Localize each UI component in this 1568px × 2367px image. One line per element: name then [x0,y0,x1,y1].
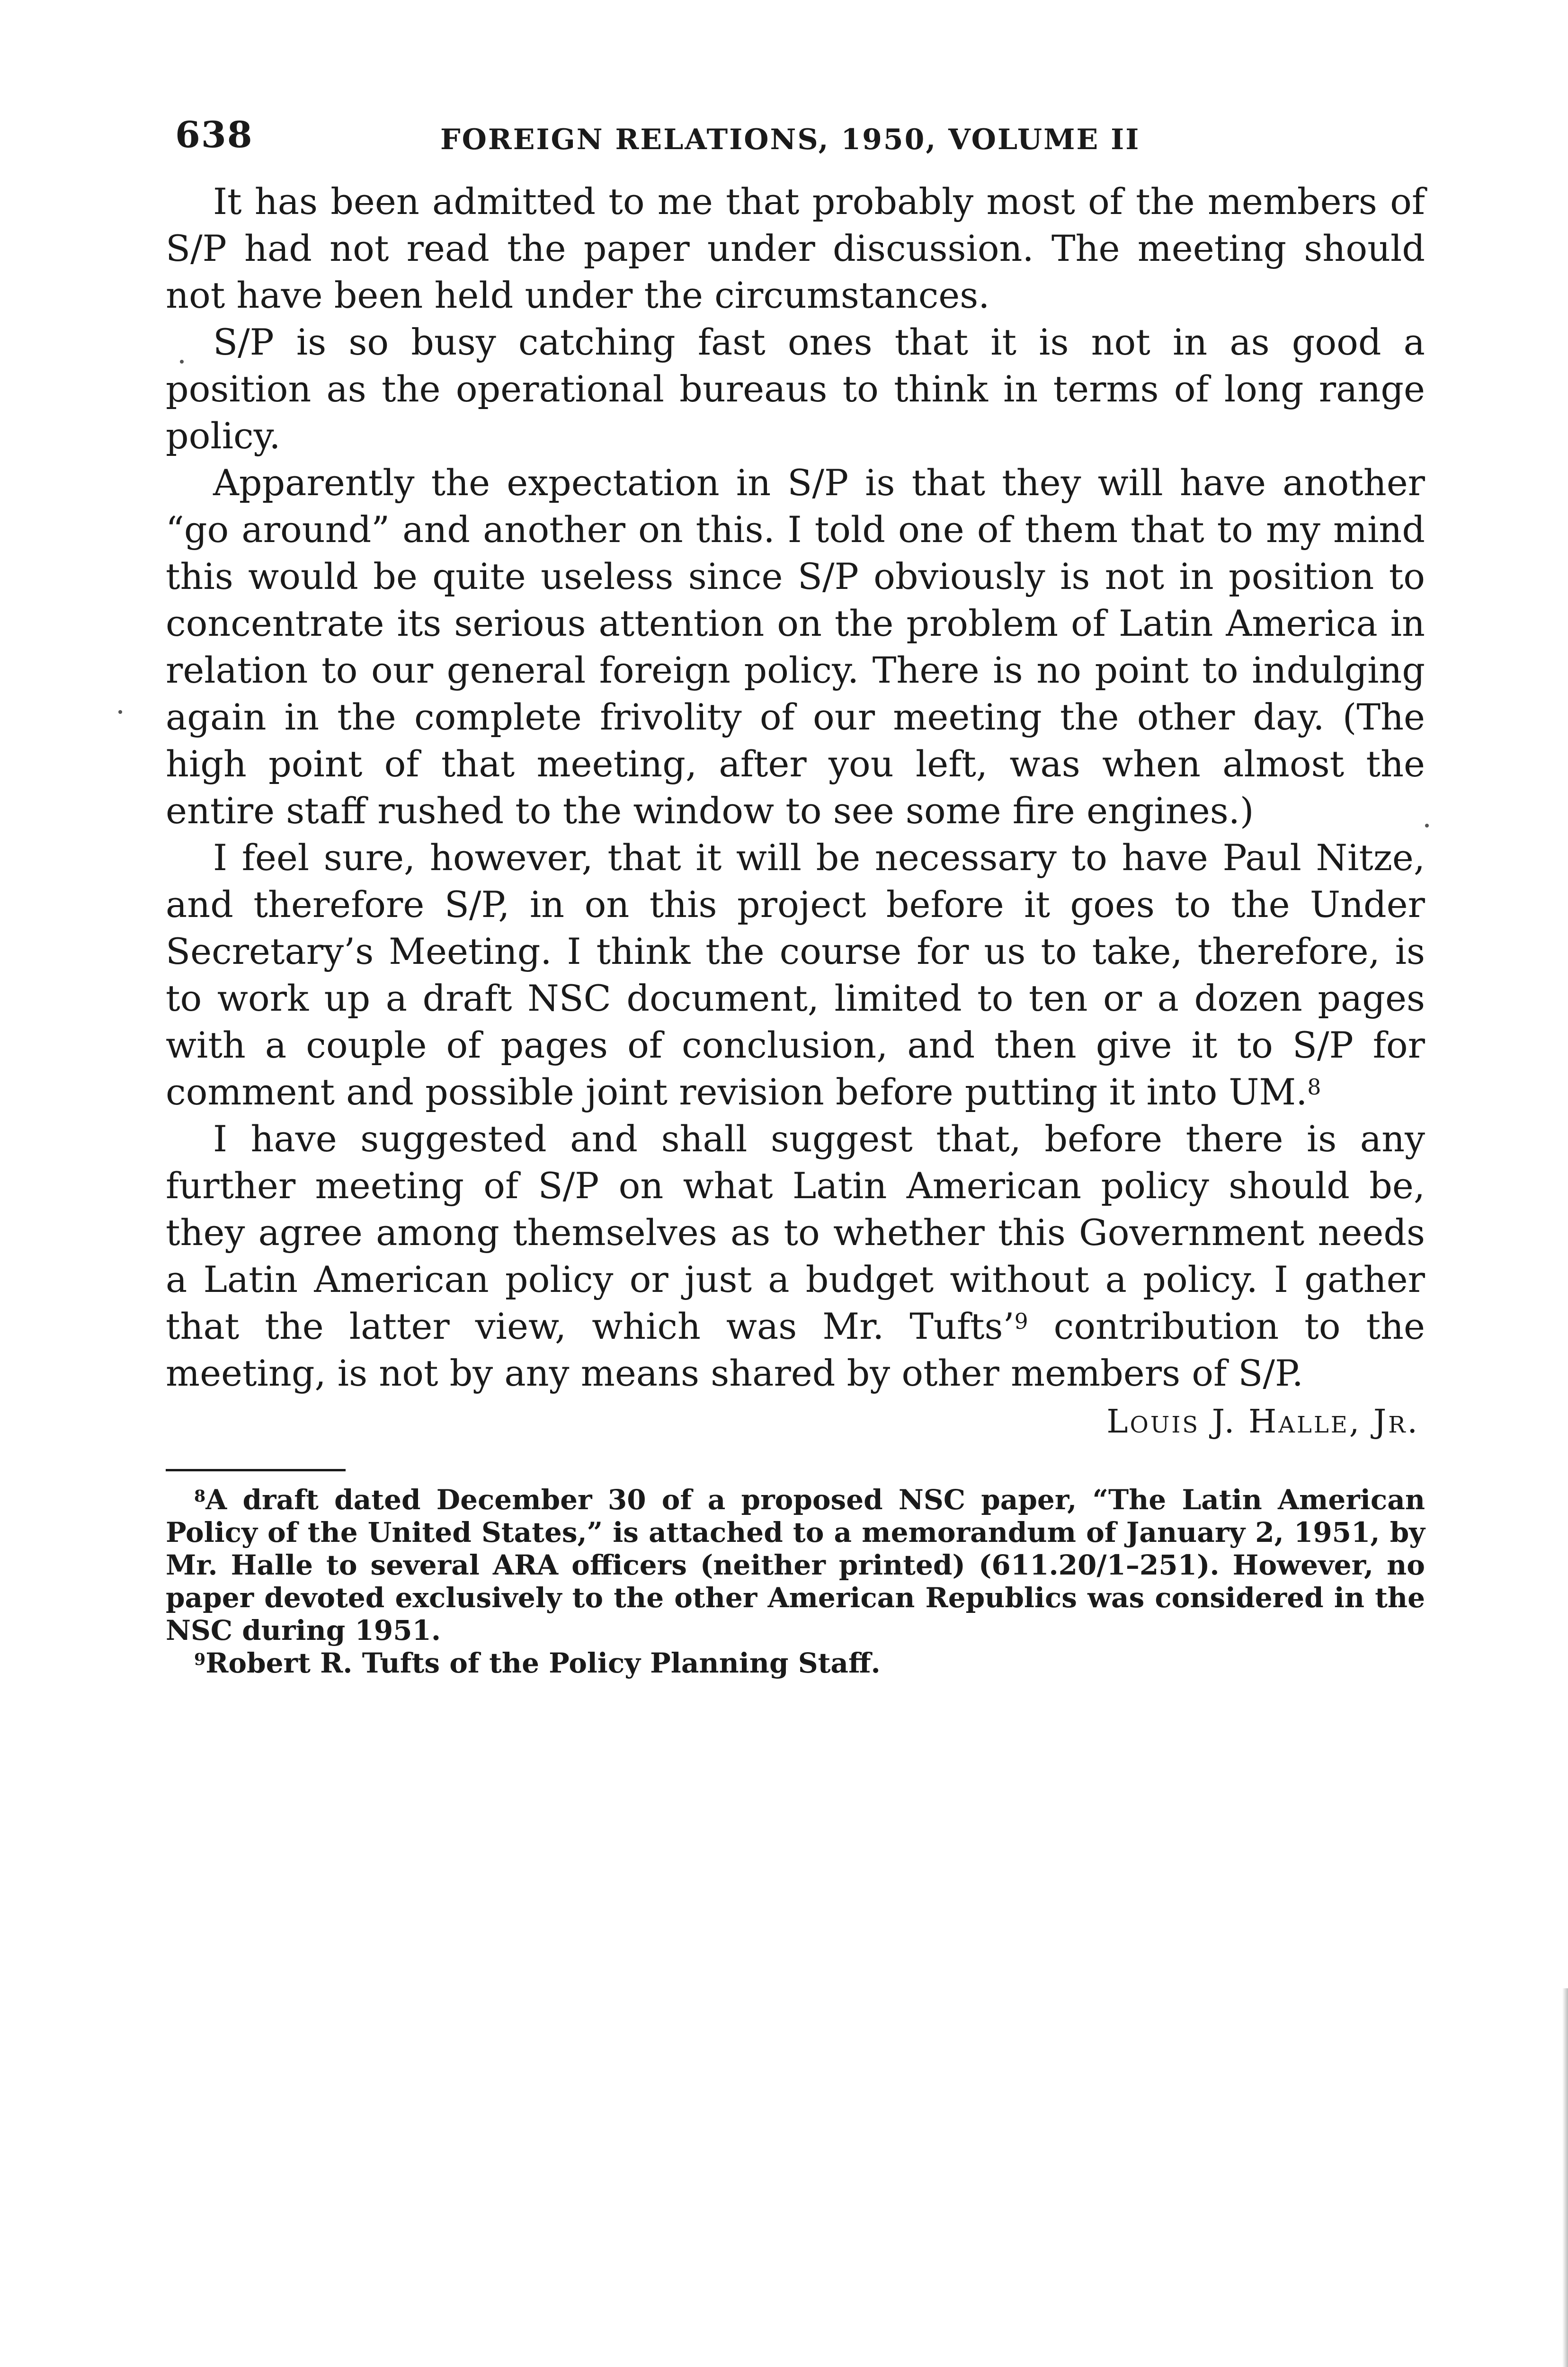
signature: Louis J. Halle, Jr. [1106,1403,1419,1441]
paragraph-text: contribution to the meeting, is not by any means shared by other members of S/P. [166,1305,1425,1394]
footnote [166,1647,1425,1680]
scan-speck [180,360,184,364]
running-head-title: FOREIGN RELATIONS, 1950, VOLUME II [440,123,1140,156]
scan-speck [1425,824,1429,828]
page-number: 638 [175,114,253,156]
footnote-text: A draft dated December 30 of a proposed NSC paper, “The Latin American Policy of the United States,” is attached to a memorandum of January 2, 1951, by Mr. Halle to several ARA officers (neither printed) (611.20/1–251). However, no paper devoted exclusively to the other American Republics was considered in the NSC during 1951. [166,1484,1425,1646]
footnote-text: Robert R. Tufts of the Policy Planning Staff. [205,1647,881,1679]
footnotes [166,1484,1425,1680]
paragraph-text: I feel sure, however, that it will be necessary to have Paul Nitze, and therefore S/P, in on this project before it goes to the Under Secretary’s Meeting. I think the course for us to take, therefore, is to work up a draft NSC document, limited to ten or a dozen pages with a couple of pages of conclusion, and then give it to S/P for comment and possible joint revision before putting it into UM. [166,836,1425,1113]
paragraph: It has been admitted to me that probably most of the members of S/P had not read the paper under discussion. The meeting should not have been held under the circumstances. [166,180,1425,316]
paragraph [166,1115,1425,1397]
footnote-divider [166,1469,346,1471]
footnote-marker: 8 [194,1486,206,1506]
running-head [166,104,1425,175]
footnote-marker: 9 [194,1650,206,1670]
footnote [166,1484,1425,1647]
footnote-ref: 8 [1307,1075,1321,1100]
document-page [166,104,1425,1680]
scan-edge-shadow [1562,1988,1568,2367]
paragraph-text: I have suggested and shall suggest that, before there is any further meeting of S/P on what Latin American policy should be, they agree among themselves as to whether this Government needs a Latin American policy or just a budget without a policy. I gather that the latter view, which was Mr. Tufts’ [166,1118,1425,1347]
scan-speck [118,710,122,714]
paragraph: S/P is so busy catching fast ones that it is not in as good a position as the operational bureaus to think in terms of long range policy. [166,321,1425,457]
footnote-ref: 9 [1014,1309,1028,1335]
memo-body [166,178,1425,1397]
paragraph [166,834,1425,1115]
paragraph: Apparently the expectation in S/P is that they will have another “go around” and another on this. I told one of them that to my mind this would be quite useless since S/P obviously is not in position to concentrate its serious attention on the problem of Latin America in relation to our general foreign policy. There is no point to indulging again in the complete frivolity of our meeting the other day. (The high point of that meeting, after you left, was when almost the entire staff rushed to the window to see some fire engines.) [166,462,1425,832]
